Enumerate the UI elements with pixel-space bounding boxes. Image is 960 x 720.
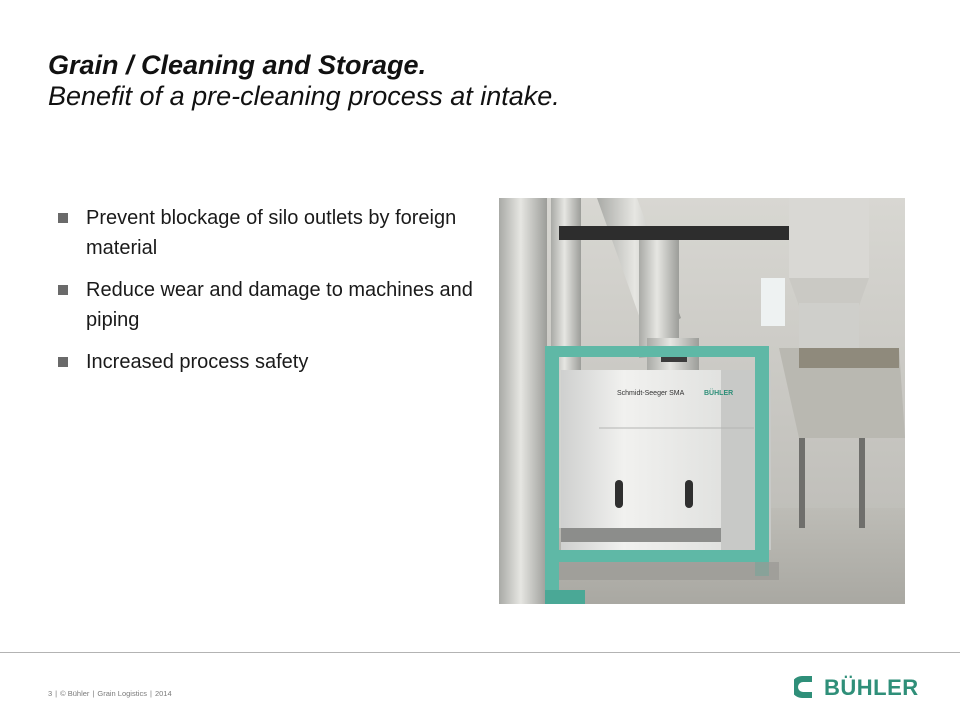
buhler-logo-mark-icon xyxy=(794,674,828,700)
bullet-item xyxy=(58,275,478,335)
title-line-2: Benefit of a pre-cleaning process at intake. xyxy=(48,81,560,111)
bullet-square-icon xyxy=(58,213,68,223)
footer-year: 2014 xyxy=(154,689,172,698)
bullet-text: Reduce wear and damage to machines and piping xyxy=(86,279,473,331)
footer-text: 3 | © Bühler | Grain Logistics | 2014 xyxy=(48,689,172,698)
buhler-logo-text: BÜHLER xyxy=(824,675,919,700)
footer-department: Grain Logistics xyxy=(97,689,147,698)
title-line-1: Grain / Cleaning and Storage. xyxy=(48,50,427,80)
page-number: 3 xyxy=(48,689,53,698)
bullet-item xyxy=(58,203,478,263)
footer-divider xyxy=(0,652,960,653)
footer-copyright: © Bühler xyxy=(60,689,90,698)
bullet-text: Increased process safety xyxy=(86,351,309,373)
bullet-item xyxy=(58,347,478,377)
bullet-square-icon xyxy=(58,285,68,295)
bullet-list xyxy=(58,203,478,389)
machine-brand: BÜHLER xyxy=(704,390,734,397)
machine-photo xyxy=(499,198,905,604)
bullet-square-icon xyxy=(58,357,68,367)
machine-label: Schmidt-Seeger SMA xyxy=(617,390,685,397)
buhler-logo xyxy=(794,674,919,700)
slide-title xyxy=(48,50,560,112)
bullet-text: Prevent blockage of silo outlets by foreign material xyxy=(86,207,457,259)
